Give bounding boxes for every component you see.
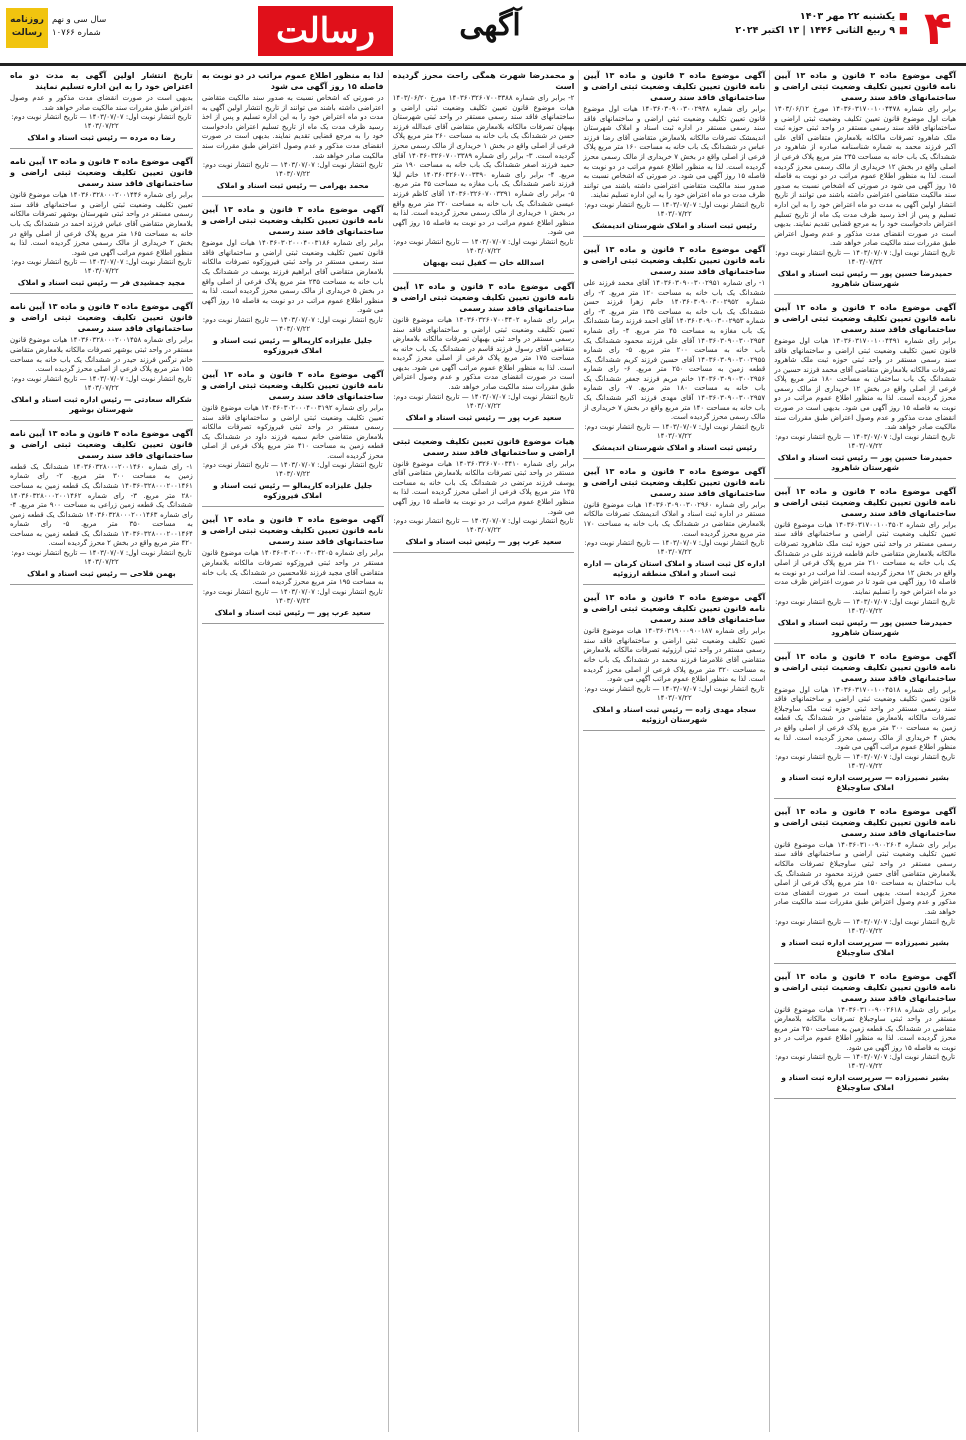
- notice-signature: حمیدرضا حسین پور — رئیس ثبت اسناد و املاک شهرستان شاهرود: [777, 617, 953, 637]
- ad-column: [769, 70, 960, 1432]
- notice-body: ۱- رای شماره ۱۴۰۳۶۰۳۲۸۰۰۰۲۰۰۱۴۶۰ ششدانگ یک قطعه زمین به مساحت ۳۰۰ متر مربع. ۲- رای شماره ۱۴۰۳۶۰۳۲۸۰۰۰۲۰۰۱۴۶۱ ششدانگ یک قطعه زمین به مساحت ۲۸۰ متر مربع. ۳- رای شماره ۱۴۰۳۶۰۳۲۸۰۰۰۲۰۰۱۴۶۲ ششدانگ یک قطعه زمین زراعی به مساحت ۹۰۰ متر مربع. ۴- رای شماره ۱۴۰۳۶۰۳۲۸۰۰۰۲۰۰۱۴۶۳ ششدانگ یک قطعه زمین به مساحت ۳۵۰ متر مربع. ۵- رای شماره ۱۴۰۳۶۰۳۲۸۰۰۰۲۰۰۱۴۶۴ ششدانگ یک قطعه زمین به مساحت ۴۲۰ متر مربع واقع در بخش ۲ محرز گردیده است.: [10, 462, 193, 548]
- notice-signature: اداره کل ثبت اسناد و املاک استان کرمان — اداره ثبت اسناد و املاک منطقه ارزوئیه: [583, 559, 765, 579]
- notice-body: برابر رای شماره ۱۴۰۳۶۰۳۰۲۰۰۰۴۰۰۳۱۸۶ هیات اول موضوع قانون تعیین تکلیف وضعیت ثبتی اراضی و ساختمانهای فاقد سند رسمی مستقر در واحد ثبتی فیروزکوه تصرفات مالکانه بلامعارض متقاضی آقای ابراهیم فرزند یوسف در ششدانگ یک باب خانه به مساحت ۲۳۵ متر مربع پلاک فرعی از اصلی واقع در بخش ۵ خریداری از مالک رسمی محرز گردیده است. لذا به منظور اطلاع عموم مراتب در دو نوبت به فاصله ۱۵ روز آگهی می شود.: [201, 239, 384, 315]
- bullet-icon: ■: [899, 11, 908, 22]
- notice-title: آگهی موضوع ماده ۳ قانون و ماده ۱۳ آیین نامه قانون تعیین تکلیف وضعیت ثبتی اراضی و ساختمانهای فاقد سند رسمی: [774, 806, 956, 838]
- notice-body: ۱- رای شماره ۱۴۰۳۶۰۳۰۹۰۰۳۰۰۲۹۵۱ آقای محمد فرزند علی ششدانگ یک باب خانه به مساحت ۱۲۰ متر مربع. ۲- رای شماره ۱۴۰۳۶۰۳۰۹۰۰۳۰۰۲۹۵۲ خانم زهرا فرزند حسن ششدانگ یک باب خانه به مساحت ۱۳۵ متر مربع. ۳- رای شماره ۱۴۰۳۶۰۳۰۹۰۰۳۰۰۲۹۵۳ آقای احمد فرزند رضا ششدانگ یک باب مغازه به مساحت ۴۵ متر مربع. ۴- رای شماره ۱۴۰۳۶۰۳۰۹۰۰۳۰۰۲۹۵۴ آقای علی فرزند محمود ششدانگ یک باب خانه به مساحت ۲۰۰ متر مربع. ۵- رای شماره ۱۴۰۳۶۰۳۰۹۰۰۳۰۰۲۹۵۵ آقای حسین فرزند کریم ششدانگ یک قطعه زمین به مساحت ۲۵۰ متر مربع. ۶- رای شماره ۱۴۰۳۶۰۳۰۹۰۰۳۰۰۲۹۵۶ خانم مریم فرزند جعفر ششدانگ یک باب خانه به مساحت ۱۸۰ متر مربع. ۷- رای شماره ۱۴۰۳۶۰۳۰۹۰۰۳۰۰۲۹۵۷ آقای مهدی فرزند اکبر ششدانگ یک باب خانه به مساحت ۱۴۰ متر مربع واقع در بخش ۷ خریداری از مالک رسمی محرز گردیده است.: [583, 278, 766, 422]
- notice-signature: جلیل علیزاده کاریمالو — رئیس ثبت اسناد و املاک فیروزکوه: [213, 481, 373, 501]
- notice-body: برابر رای شماره ۱۴۰۳۶۰۳۱۷۰۰۱۰۰۴۵۰۲ هیات موضوع قانون تعیین تکلیف وضعیت ثبتی اراضی و ساختمانهای فاقد سند رسمی مستقر در واحد ثبتی حوزه ثبت ملک شاهرود تصرفات مالکانه بلامعارض متقاضی خانم فاطمه فرزند علی در ششدانگ یک باب خانه به مساحت ۲۱۰ متر مربع پلاک فرعی از اصلی واقع در بخش ۱۲ محرز گردیده است. لذا مراتب در دو نوبت به فاصله ۱۵ روز آگهی می شود تا در صورت اعتراض ظرف مدت دو ماه اعتراض خود را تسلیم نمایند.: [774, 520, 957, 596]
- legal-notice: [774, 971, 956, 1100]
- notice-title: آگهی موضوع ماده ۳ قانون و ماده ۱۳ آیین نامه قانون تعیین تکلیف وضعیت ثبتی اراضی و ساختمانهای فاقد سند رسمی: [201, 205, 384, 237]
- masthead: [0, 0, 966, 66]
- notice-signature: سجاد مهدی زاده — رئیس ثبت اسناد و املاک شهرستان ارزوئیه: [592, 704, 756, 724]
- legal-notice: [583, 466, 765, 585]
- ad-columns: [6, 70, 960, 1432]
- notice-dates: تاریخ انتشار نوبت اول: ۱۴۰۳/۰۷/۰۷ — تاریخ انتشار نوبت دوم: ۱۴۰۳/۰۷/۲۲: [775, 1053, 956, 1071]
- notice-title: آگهی موضوع ماده ۳ قانون و ماده ۱۳ آیین نامه قانون تعیین تکلیف وضعیت ثبتی اراضی و ساختمانهای فاقد سند رسمی: [774, 651, 956, 683]
- notice-dates: تاریخ انتشار نوبت اول: ۱۴۰۳/۰۷/۰۷ — تاریخ انتشار نوبت دوم: ۱۴۰۳/۰۷/۲۲: [584, 539, 765, 557]
- notice-signature: شکراله سعادتی — رئیس اداره ثبت اسناد و املاک شهرستان بوشهر: [11, 394, 192, 414]
- ad-column: [388, 70, 579, 1432]
- notice-signature: مجید جمشیدی فر — رئیس ثبت اسناد و املاک: [17, 278, 186, 288]
- notice-title: آگهی موضوع ماده ۳ قانون و ماده ۱۳ آیین نامه قانون تعیین تکلیف وضعیت ثبتی اراضی و ساختمانهای فاقد سند رسمی: [10, 428, 193, 460]
- notice-body: برابر رای شماره ۱۴۰۳۶۰۳۱۷۰۰۱۰۰۴۴۹۱ هیات اول موضوع قانون تعیین تکلیف وضعیت ثبتی اراضی و ساختمانهای فاقد سند رسمی مستقر در واحد ثبتی حوزه ثبت ملک شاهرود تصرفات مالکانه بلامعارض متقاضی آقای محمد فرزند حسین در ششدانگ یک باب ساختمان به مساحت ۱۸۰ متر مربع پلاک فرعی از اصلی واقع در بخش ۱۲ خریداری از مالک رسمی محرز گردیده است. لذا به منظور اطلاع عموم مراتب در دو نوبت به فاصله ۱۵ روز آگهی می شود. بدیهی است در صورت انقضای مدت مذکور و عدم وصول اعتراض طبق مقررات سند مالکیت صادر خواهد شد.: [774, 336, 956, 432]
- notice-signature: اسدالله خان — کفیل ثبت بهبهان: [423, 257, 544, 267]
- notice-title: تاریخ انتشار اولین آگهی به مدت دو ماه اعتراض خود را به این اداره تسلیم نمایند: [10, 71, 193, 91]
- notice-title: آگهی موضوع ماده ۳ قانون و ماده ۱۳ آیین نامه قانون تعیین تکلیف وضعیت ثبتی اراضی و ساختمانهای فاقد سند رسمی: [10, 302, 193, 334]
- notice-body: بدیهی است در صورت انقضای مدت مذکور و عدم وصول اعتراض طبق مقررات سند مالکیت صادر خواهد شد.: [10, 94, 193, 112]
- notice-signature: بهمن فلاحی — رئیس ثبت اسناد و املاک: [27, 569, 176, 579]
- notice-signature: رئیس ثبت اسناد و املاک شهرستان اندیمشک: [591, 220, 757, 230]
- notice-dates: تاریخ انتشار نوبت اول: ۱۴۰۳/۰۷/۰۷ — تاریخ انتشار نوبت دوم: ۱۴۰۳/۰۷/۲۲: [584, 422, 765, 440]
- notice-title: آگهی موضوع ماده ۳ قانون و ماده ۱۳ آیین نامه قانون تعیین تکلیف وضعیت ثبتی اراضی و ساختمانهای فاقد سند رسمی: [583, 593, 766, 625]
- legal-notice: [774, 651, 956, 799]
- legal-notice: [774, 70, 956, 295]
- notice-body: برابر رای شماره ۱۴۰۳۶۰۳۰۹۰۰۳۰۰۲۹۴۸ هیات اول موضوع قانون تعیین تکلیف وضعیت ثبتی اراضی و ساختمانهای فاقد سند رسمی مستقر در اداره ثبت اسناد و املاک شهرستان اندیمشک تصرفات مالکانه بلامعارض متقاضی آقای رضا فرزند عباس در ششدانگ یک باب خانه به مساحت ۱۶۰ متر مربع پلاک فرعی از اصلی واقع در بخش ۷ خریداری از مالک رسمی محرز گردیده است. لذا به منظور اطلاع عموم مراتب در دو نوبت به فاصله ۱۵ روز آگهی می شود. در صورتی که اشخاص نسبت به صدور سند مالکیت متقاضی اعتراضی داشته باشند می توانند ظرف مدت دو ماه اعتراض خود را به این اداره تسلیم نمایند.: [583, 105, 766, 200]
- legal-notice: [10, 301, 193, 420]
- legal-notice: [774, 302, 956, 479]
- issue-line-2: شماره ۱۰۷۶۶: [52, 28, 101, 38]
- notice-dates: تاریخ انتشار نوبت اول: ۱۴۰۳/۰۷/۰۷ — تاریخ انتشار نوبت دوم: ۱۴۰۳/۰۷/۲۲: [202, 315, 383, 333]
- notice-dates: تاریخ انتشار نوبت اول: ۱۴۰۳/۰۷/۰۷ — تاریخ انتشار نوبت دوم: ۱۴۰۳/۰۷/۲۲: [202, 461, 383, 479]
- notice-body: برابر رای شماره ۱۴۰۳۶۰۳۱۹۰۰۰۹۰۰۱۸۷ هیات موضوع قانون تعیین تکلیف وضعیت ثبتی اراضی و ساختمانهای فاقد سند رسمی مستقر در واحد ثبتی ارزوئیه تصرفات مالکانه بلامعارض متقاضی آقای غلامرضا فرزند محمد در ششدانگ یک باب خانه به مساحت ۳۲۰ متر مربع پلاک فرعی از اصلی محرز گردیده است. لذا به منظور اطلاع عموم مراتب آگهی می شود.: [583, 627, 766, 684]
- notice-signature: رضا ده مرده — رئیس ثبت اسناد و املاک: [27, 133, 176, 143]
- legal-notice: [393, 281, 575, 429]
- notice-title: آگهی موضوع ماده ۳ قانون و ماده ۱۳ آیین نامه قانون تعیین تکلیف وضعیت ثبتی اراضی و ساختمانهای فاقد سند رسمی: [392, 281, 575, 313]
- notice-body: برابر رای شماره ۱۴۰۳۶۰۳۰۹۰۰۳۰۰۲۹۶۰ هیات موضوع قانون مستقر در اداره ثبت اسناد و املاک اندیمشک تصرفات مالکانه بلامعارض متقاضی در ششدانگ یک باب خانه به مساحت ۱۷۰ متر مربع محرز گردیده است.: [583, 500, 766, 538]
- section-title: آگهی: [459, 8, 521, 43]
- notice-dates: تاریخ انتشار نوبت اول: ۱۴۰۳/۰۷/۰۷ — تاریخ انتشار نوبت دوم: ۱۴۰۳/۰۷/۲۲: [11, 549, 192, 567]
- notice-dates: تاریخ انتشار نوبت اول: ۱۴۰۳/۰۷/۰۷ — تاریخ انتشار نوبت دوم: ۱۴۰۳/۰۷/۲۲: [393, 517, 574, 535]
- legal-notice: [10, 70, 193, 149]
- legal-notice: [202, 204, 384, 362]
- notice-title: آگهی موضوع ماده ۳ قانون و ماده ۱۳ آیین نامه قانون تعیین تکلیف وضعیت ثبتی اراضی و ساختمانهای فاقد سند رسمی: [201, 515, 384, 547]
- page-number: ۴: [923, 1, 953, 55]
- notice-dates: تاریخ انتشار نوبت اول: ۱۴۰۳/۰۷/۰۷ — تاریخ انتشار نوبت دوم: ۱۴۰۳/۰۷/۲۲: [775, 597, 956, 615]
- notice-dates: تاریخ انتشار نوبت اول: ۱۴۰۳/۰۷/۰۷ — تاریخ انتشار نوبت دوم: ۱۴۰۳/۰۷/۲۲: [393, 392, 574, 410]
- notice-dates: تاریخ انتشار نوبت اول: ۱۴۰۳/۰۷/۰۷ — تاریخ انتشار نوبت دوم: ۱۴۰۳/۰۷/۲۲: [202, 587, 383, 605]
- notice-body: برابر رای شماره ۱۴۰۳۶۰۳۱۰۰۹۰۰۲۶۱۸ هیات موضوع قانون مستقر در واحد ثبتی ساوجبلاغ تصرفات مالکانه بلامعارض متقاضی در ششدانگ یک قطعه زمین به مساحت ۲۵۰ متر مربع محرز گردیده است. لذا به منظور اطلاع عموم مراتب در دو نوبت به فاصله ۱۵ روز آگهی می شود.: [774, 1005, 956, 1052]
- notice-dates: تاریخ انتشار نوبت اول: ۱۴۰۳/۰۷/۰۷ — تاریخ انتشار نوبت دوم: ۱۴۰۳/۰۷/۲۲: [584, 684, 765, 702]
- newspaper-logo: رسالت: [258, 6, 393, 56]
- legal-notice: [202, 70, 384, 197]
- notice-dates: تاریخ انتشار نوبت اول: ۱۴۰۳/۰۷/۰۷ — تاریخ انتشار نوبت دوم: ۱۴۰۳/۰۷/۲۲: [584, 200, 765, 218]
- notice-signature: جلیل علیزاده کاریمالو — رئیس ثبت اسناد و املاک فیروزکوه: [213, 335, 373, 355]
- notice-title: آگهی موضوع ماده ۳ قانون و ماده ۱۳ آیین نامه قانون تعیین تکلیف وضعیت ثبتی اراضی و ساختمانهای فاقد سند رسمی: [774, 486, 956, 518]
- legal-notice: [393, 436, 575, 554]
- legal-notice: [774, 806, 956, 964]
- notice-title: آگهی موضوع ماده ۳ قانون و ماده ۱۳ آیین نامه قانون تعیین تکلیف وضعیت ثبتی اراضی و ساختمانهای فاقد سند رسمی: [583, 244, 766, 276]
- legal-notice: [202, 514, 384, 623]
- notice-body: برابر رای شماره ۱۴۰۳۶۰۳۲۶۰۷۰۰۳۴۰۲ هیات موضوع قانون تعیین تکلیف وضعیت ثبتی اراضی و ساختمانهای فاقد سند رسمی مستقر در واحد ثبتی بهبهان تصرفات مالکانه بلامعارض متقاضی آقای رسول فرزند قاسم در ششدانگ یک باب خانه به مساحت ۱۷۵ متر مربع پلاک فرعی از اصلی محرز گردیده است. لذا به منظور اطلاع عموم مراتب آگهی می شود. بدیهی است در صورت انقضای مدت مذکور و عدم وصول اعتراض طبق مقررات سند مالکیت صادر خواهد شد.: [392, 315, 575, 392]
- notice-dates: تاریخ انتشار نوبت اول: ۱۴۰۳/۰۷/۰۷ — تاریخ انتشار نوبت دوم: ۱۴۰۳/۰۷/۲۲: [202, 161, 383, 179]
- notice-title: هیات موضوع قانون تعیین تکلیف وضعیت ثبتی اراضی و ساختمانهای فاقد سند رسمی: [392, 436, 575, 457]
- notice-dates: تاریخ انتشار نوبت اول: ۱۴۰۳/۰۷/۰۷ — تاریخ انتشار نوبت دوم: ۱۴۰۳/۰۷/۲۲: [393, 237, 574, 255]
- notice-body: برابر رای شماره ۱۴۰۳۶۰۳۲۸۰۰۰۲۰۰۱۴۵۸ هیات موضوع قانون مستقر در واحد ثبتی بوشهر تصرفات مالکانه بلامعارض متقاضی خانم نرگس فرزند حیدر در ششدانگ یک باب خانه به مساحت ۱۵۵ متر مربع پلاک فرعی از اصلی محرز گردیده است.: [10, 336, 193, 374]
- notice-title: آگهی موضوع ماده ۳ قانون و ماده ۱۳ آیین نامه قانون تعیین تکلیف وضعیت ثبتی اراضی و ساختمانهای فاقد سند رسمی: [10, 157, 193, 189]
- notice-dates: تاریخ انتشار نوبت اول: ۱۴۰۳/۰۷/۰۷ — تاریخ انتشار نوبت دوم: ۱۴۰۳/۰۷/۲۲: [11, 258, 192, 276]
- notice-dates: تاریخ انتشار نوبت اول: ۱۴۰۳/۰۷/۰۷ — تاریخ انتشار نوبت دوم: ۱۴۰۳/۰۷/۲۲: [775, 248, 956, 266]
- notice-body: برابر رای شماره ۱۴۰۳۶۰۳۱۷۰۰۱۰۰۴۵۱۸ هیات اول موضوع قانون تعیین تکلیف وضعیت ثبتی اراضی و ساختمانهای فاقد سند رسمی مستقر در واحد ثبتی حوزه ثبت ملک ساوجبلاغ تصرفات مالکانه بلامعارض متقاضی در ششدانگ یک قطعه زمین به مساحت ۳۰۰ متر مربع پلاک فرعی از اصلی واقع در بخش ۴ خریداری از مالک رسمی محرز گردیده است. لذا به منظور اطلاع عموم مراتب آگهی می شود.: [774, 685, 956, 752]
- notice-title: آگهی موضوع ماده ۳ قانون و ماده ۱۳ آیین نامه قانون تعیین تکلیف وضعیت ثبتی اراضی و ساختمانهای فاقد سند رسمی: [774, 71, 956, 102]
- notice-dates: تاریخ انتشار نوبت اول: ۱۴۰۳/۰۷/۰۷ — تاریخ انتشار نوبت دوم: ۱۴۰۳/۰۷/۲۲: [775, 917, 956, 935]
- notice-body: ۲- برابر رای شماره ۱۴۰۳۶۰۳۲۶۰۷۰۰۳۳۸۸ مورخ ۱۴۰۳/۰۶/۲۰ هیات موضوع قانون تعیین تکلیف وضعیت ثبتی اراضی و ساختمانهای فاقد سند رسمی مستقر در واحد ثبتی شهرستان بهبهان تصرفات مالکانه بلامعارض متقاضی آقای عبدالله فرزند حسن در ششدانگ یک باب خانه به مساحت ۲۶۰ متر مربع پلاک فرعی از اصلی واقع در بخش ۱ خریداری از مالک رسمی محرز گردیده است. ۳- برابر رای شماره ۱۴۰۳۶۰۳۲۶۰۷۰۰۳۳۸۹ آقای حمید فرزند اصغر ششدانگ یک باب خانه به مساحت ۱۹۰ متر مربع. ۴- برابر رای شماره ۱۴۰۳۶۰۳۲۶۰۷۰۰۳۳۹۰ خانم لیلا فرزند ناصر ششدانگ یک باب مغازه به مساحت ۳۵ متر مربع. ۵- برابر رای شماره ۱۴۰۳۶۰۳۲۶۰۷۰۰۳۳۹۱ آقای کاظم فرزند عیسی ششدانگ یک باب خانه به مساحت ۲۲۰ متر مربع واقع در بخش ۱ خریداری از مالک رسمی محرز گردیده است. لذا به منظور اطلاع عموم مراتب در دو نوبت به فاصله ۱۵ روز آگهی می شود.: [392, 94, 575, 237]
- notice-body: برابر رای شماره ۱۴۰۳۶۰۳۰۲۰۰۰۴۰۰۳۲۰۵ هیات موضوع قانون مستقر در واحد ثبتی فیروزکوه تصرفات مالکانه بلامعارض متقاضی آقای مجید فرزند غلامحسین در ششدانگ یک باب خانه به مساحت ۱۹۵ متر مربع محرز گردیده است.: [201, 549, 384, 587]
- date-line-2: ۹ ربیع الثانی ۱۴۴۶ | ۱۳ اکتبر ۲۰۲۴: [735, 25, 896, 36]
- bullet-icon: ■: [899, 25, 908, 36]
- mini-logo: روزنامه رسالت: [6, 8, 48, 48]
- legal-notice: [583, 70, 765, 237]
- notice-dates: تاریخ انتشار نوبت اول: ۱۴۰۳/۰۷/۰۷ — تاریخ انتشار نوبت دوم: ۱۴۰۳/۰۷/۲۲: [11, 113, 192, 131]
- notice-body: برابر رای شماره ۱۴۰۳۶۰۳۱۰۰۹۰۰۲۶۰۴ هیات موضوع قانون تعیین تکلیف وضعیت ثبتی اراضی و ساختمانهای فاقد سند رسمی مستقر در واحد ثبتی ساوجبلاغ تصرفات مالکانه بلامعارض متقاضی آقای حسن فرزند محمود در ششدانگ یک باب ساختمان به مساحت ۱۵۰ متر مربع پلاک فرعی از اصلی محرز گردیده است. بدیهی است در صورت انقضای مدت مذکور و عدم وصول اعتراض طبق مقررات سند مالکیت صادر خواهد شد.: [774, 840, 956, 916]
- notice-signature: حمیدرضا حسین پور — رئیس ثبت اسناد و املاک شهرستان شاهرود: [777, 268, 953, 288]
- date-line-1: یکشنبه ۲۲ مهر ۱۴۰۳: [799, 11, 896, 22]
- notice-title: لذا به منظور اطلاع عموم مراتب در دو نوبت به فاصله ۱۵ روز آگهی می شود: [201, 71, 384, 91]
- notice-signature: سعید عرب پور — رئیس ثبت اسناد و املاک: [405, 537, 562, 547]
- legal-notice: [774, 486, 956, 644]
- legal-notice: [10, 428, 193, 585]
- notice-signature: بشیر نصیرزاده — سرپرست اداره ثبت اسناد و املاک ساوجبلاغ: [781, 937, 949, 957]
- notice-dates: تاریخ انتشار نوبت اول: ۱۴۰۳/۰۷/۰۷ — تاریخ انتشار نوبت دوم: ۱۴۰۳/۰۷/۲۲: [775, 432, 956, 450]
- issue-line-1: سال سی و نهم: [52, 15, 107, 25]
- issue-block: [52, 14, 132, 40]
- notice-body: برابر رای شماره ۱۴۰۳۶۰۳۱۷۰۰۱۰۰۴۴۷۸ مورخ ۱۴۰۳/۰۶/۱۲ هیات اول موضوع قانون تعیین تکلیف وضعیت ثبتی اراضی و ساختمانهای فاقد سند رسمی مستقر در واحد ثبتی حوزه ثبت ملک شاهرود تصرفات مالکانه بلامعارض متقاضی آقای علی اکبر فرزند محمد به شماره شناسنامه صادره از شاهرود در ششدانگ یک باب خانه به مساحت ۲۴۵ متر مربع پلاک فرعی از اصلی واقع در بخش ۱۲ خریداری از مالک رسمی محرز گردیده است. لذا به منظور اطلاع عموم مراتب در دو نوبت به فاصله ۱۵ روز آگهی می شود در صورتی که اشخاص نسبت به صدور سند مالکیت متقاضی اعتراضی داشته باشند می توانند از تاریخ انتشار اولین آگهی به مدت دو ماه اعتراض خود را به این اداره تسلیم و پس از اخذ رسید ظرف مدت یک ماه از تاریخ تسلیم اعتراض دادخواست خود را به مرجع قضایی تقدیم نمایند. بدیهی است در صورت انقضای مدت مذکور و عدم وصول اعتراض طبق مقررات سند مالکیت صادر خواهد شد.: [774, 105, 956, 248]
- notice-body: برابر رای شماره ۱۴۰۳۶۰۳۰۲۰۰۰۴۰۰۳۱۹۲ هیات موضوع قانون تعیین تکلیف وضعیت ثبتی اراضی و ساختمانهای فاقد سند رسمی مستقر در واحد ثبتی فیروزکوه تصرفات مالکانه بلامعارض متقاضی خانم سمیه فرزند داود در ششدانگ یک قطعه زمین به مساحت ۴۱۰ متر مربع پلاک فرعی از اصلی محرز گردیده است.: [201, 403, 384, 460]
- notice-body: در صورتی که اشخاص نسبت به صدور سند مالکیت متقاضی اعتراضی داشته باشند می توانند از تاریخ انتشار اولین آگهی به مدت دو ماه اعتراض خود را به این اداره تسلیم و پس از اخذ رسید ظرف مدت یک ماه از تاریخ تسلیم اعتراض دادخواست خود را به مرجع قضایی تقدیم نمایند. بدیهی است در صورت انقضای مدت مذکور و عدم وصول اعتراض طبق مقررات سند مالکیت صادر خواهد شد.: [201, 94, 384, 160]
- notice-signature: حمیدرضا حسین پور — رئیس ثبت اسناد و املاک شهرستان شاهرود: [777, 452, 953, 472]
- notice-signature: بشیر نصیرزاده — سرپرست اداره ثبت اسناد و املاک ساوجبلاغ: [781, 1073, 949, 1093]
- notice-title: آگهی موضوع ماده ۳ قانون و ماده ۱۳ آیین نامه قانون تعیین تکلیف وضعیت ثبتی اراضی و ساختمانهای فاقد سند رسمی: [774, 302, 956, 334]
- notice-title: و محمدرضا شهرت همگی راحت محرز گردیده است: [392, 71, 575, 91]
- notice-signature: بشیر نصیرزاده — سرپرست اداره ثبت اسناد و املاک ساوجبلاغ: [781, 772, 949, 792]
- notice-title: آگهی موضوع ماده ۳ قانون و ماده ۱۳ آیین نامه قانون تعیین تکلیف وضعیت ثبتی اراضی و ساختمانهای فاقد سند رسمی: [201, 369, 384, 401]
- notice-signature: سعید عرب پور — رئیس ثبت اسناد و املاک: [405, 412, 562, 422]
- notice-title: آگهی موضوع ماده ۳ قانون و ماده ۱۳ آیین نامه قانون تعیین تکلیف وضعیت ثبتی اراضی و ساختمانهای فاقد سند رسمی: [774, 971, 956, 1003]
- notice-title: آگهی موضوع ماده ۳ قانون و ماده ۱۳ آیین نامه قانون تعیین تکلیف وضعیت ثبتی اراضی و ساختمانهای فاقد سند رسمی: [583, 466, 766, 498]
- notice-body: برابر رای شماره ۱۴۰۳۶۰۳۲۶۰۷۰۰۳۴۱۰ هیات موضوع قانون مستقر در واحد ثبتی تصرفات مالکانه بلامعارض متقاضی آقای یوسف فرزند مرتضی در ششدانگ یک باب خانه به مساحت ۱۴۵ متر مربع پلاک فرعی از اصلی محرز گردیده است. لذا به منظور اطلاع عموم مراتب در دو نوبت به فاصله ۱۵ روز آگهی می شود.: [392, 459, 575, 516]
- legal-notice: [10, 156, 193, 294]
- legal-notice: [583, 244, 765, 459]
- notice-dates: تاریخ انتشار نوبت اول: ۱۴۰۳/۰۷/۰۷ — تاریخ انتشار نوبت دوم: ۱۴۰۳/۰۷/۲۲: [11, 374, 192, 392]
- notice-signature: سعید عرب پور — رئیس ثبت اسناد و املاک: [214, 607, 371, 617]
- ad-column: [6, 70, 197, 1432]
- notice-signature: محمد بهرامی — رئیس ثبت اسناد و املاک: [216, 181, 369, 191]
- legal-notice: [393, 70, 575, 274]
- notice-signature: رئیس ثبت اسناد و املاک شهرستان اندیمشک: [591, 442, 757, 452]
- legal-notice: [583, 592, 765, 731]
- notice-body: برابر رای شماره ۱۴۰۳۶۰۳۲۸۰۰۰۲۰۰۱۴۴۶ هیات موضوع قانون تعیین تکلیف وضعیت ثبتی اراضی و ساختمانهای فاقد سند رسمی مستقر در واحد ثبتی شهرستان بوشهر تصرفات مالکانه بلامعارض متقاضی آقای عباس فرزند احمد در ششدانگ یک باب خانه به مساحت ۱۶۵ متر مربع پلاک فرعی از اصلی واقع در بخش ۲ خریداری از مالک رسمی محرز گردیده است. لذا به منظور اطلاع عموم مراتب آگهی می شود.: [10, 191, 193, 257]
- notice-dates: تاریخ انتشار نوبت اول: ۱۴۰۳/۰۷/۰۷ — تاریخ انتشار نوبت دوم: ۱۴۰۳/۰۷/۲۲: [775, 752, 956, 770]
- ad-column: [578, 70, 769, 1432]
- date-block: [718, 10, 908, 38]
- notice-title: آگهی موضوع ماده ۳ قانون و ماده ۱۳ آیین نامه قانون تعیین تکلیف وضعیت ثبتی اراضی و ساختمانهای فاقد سند رسمی: [583, 71, 766, 102]
- legal-notice: [202, 369, 384, 508]
- ad-column: [197, 70, 388, 1432]
